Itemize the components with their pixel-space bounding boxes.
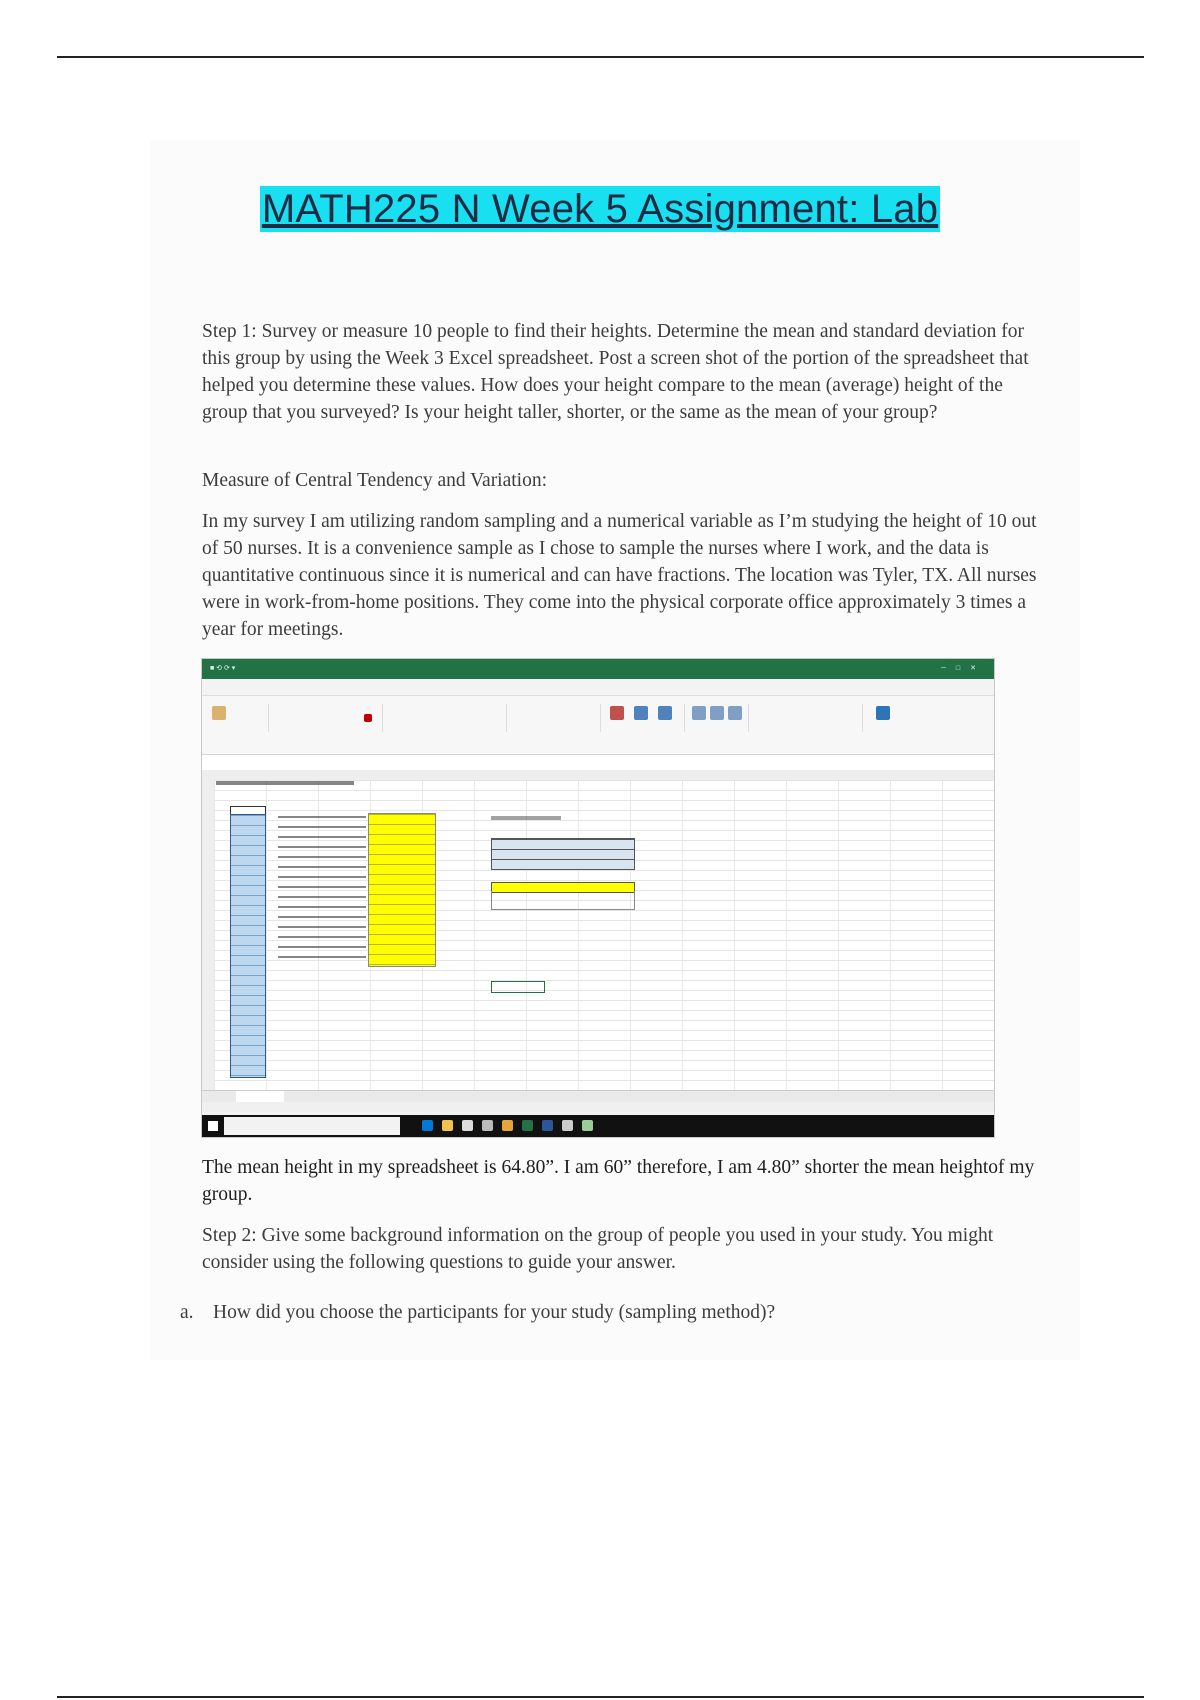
title-container [0,186,1200,232]
clipboard-group [208,704,269,732]
calc-heading [491,816,561,820]
excel-taskbar-icon [522,1120,533,1131]
data-column-cells [230,814,266,1078]
folder-icon [442,1120,453,1131]
quick-access-icons: ■ ⟲ ⟳ ▾ [210,665,236,672]
spreadsheet-grid [202,770,994,1090]
survey-paragraph: In my survey I am utilizing random sampling and a numerical variable as I’m studying the height of 10 out of 50 nurses. It is a convenience sample as I chose to sample the nurses where I work, and the data is quantitative continuous since it is numerical and can have fractions. The location was Tyler, TX. All nurses were in work-from-home positions. They come into the physical corporate office approximately 3 times a year for meetings. [202,511,1037,640]
font-group [272,704,383,732]
window-controls-icon: ─□✕ [940,665,986,672]
bottom-rule [57,1696,1144,1698]
edge-icon [422,1120,433,1131]
mean-height-paragraph: The mean height in my spreadsheet is 64.80”. I am 60” therefore, I am 4.80” shorter the mean heightof my group. [202,1157,1035,1205]
calc-empty-cells [491,891,635,910]
step2-paragraph: Step 2: Give some background information on the group of people you used in your study. You might consider using the following questions to guide your answer. [202,1225,994,1273]
app-icon-2 [562,1120,573,1131]
app-icon-3 [582,1120,593,1131]
step1-paragraph: Step 1: Survey or measure 10 people to find their heights. Determine the mean and standard deviation for this group by using the Week 3 Excel spreadsheet. Post a screen shot of the portion of the spreadsheet that helped you determine these values. How does your height compare to the mean (average) height of the group that you surveyed? Is your height taller, shorter, or the same as the mean of your group? [202,321,1029,423]
statistic-labels [278,813,366,965]
windows-taskbar [202,1115,994,1137]
ideas-group [866,704,906,732]
app-icon [482,1120,493,1131]
instruction-cell [216,781,354,785]
alignment-group [386,704,507,732]
cells-group [688,704,749,732]
calc-input-cells [491,838,635,870]
question-a-text: How did you choose the participants for your study (sampling method)? [213,1302,776,1323]
question-a [180,1302,775,1324]
chrome-icon [502,1120,513,1131]
page-title: MATH225 N Week 5 Assignment: Lab [261,187,939,231]
word-taskbar-icon [542,1120,553,1131]
top-rule [57,56,1144,58]
styles-group [604,704,685,732]
excel-title-bar [202,659,994,679]
excel-menu-bar [202,679,994,696]
number-group [510,704,601,732]
excel-screenshot [201,658,995,1138]
editing-group [752,704,863,732]
taskbar-search-box [224,1117,400,1135]
list-marker: a. [180,1302,194,1323]
statistic-values [368,813,436,967]
store-icon [462,1120,473,1131]
excel-status-bar [202,1102,994,1112]
selected-cell [491,981,545,993]
excel-ribbon [202,696,994,755]
windows-start-icon [208,1121,218,1131]
central-tendency-heading: Measure of Central Tendency and Variation: [202,470,548,491]
